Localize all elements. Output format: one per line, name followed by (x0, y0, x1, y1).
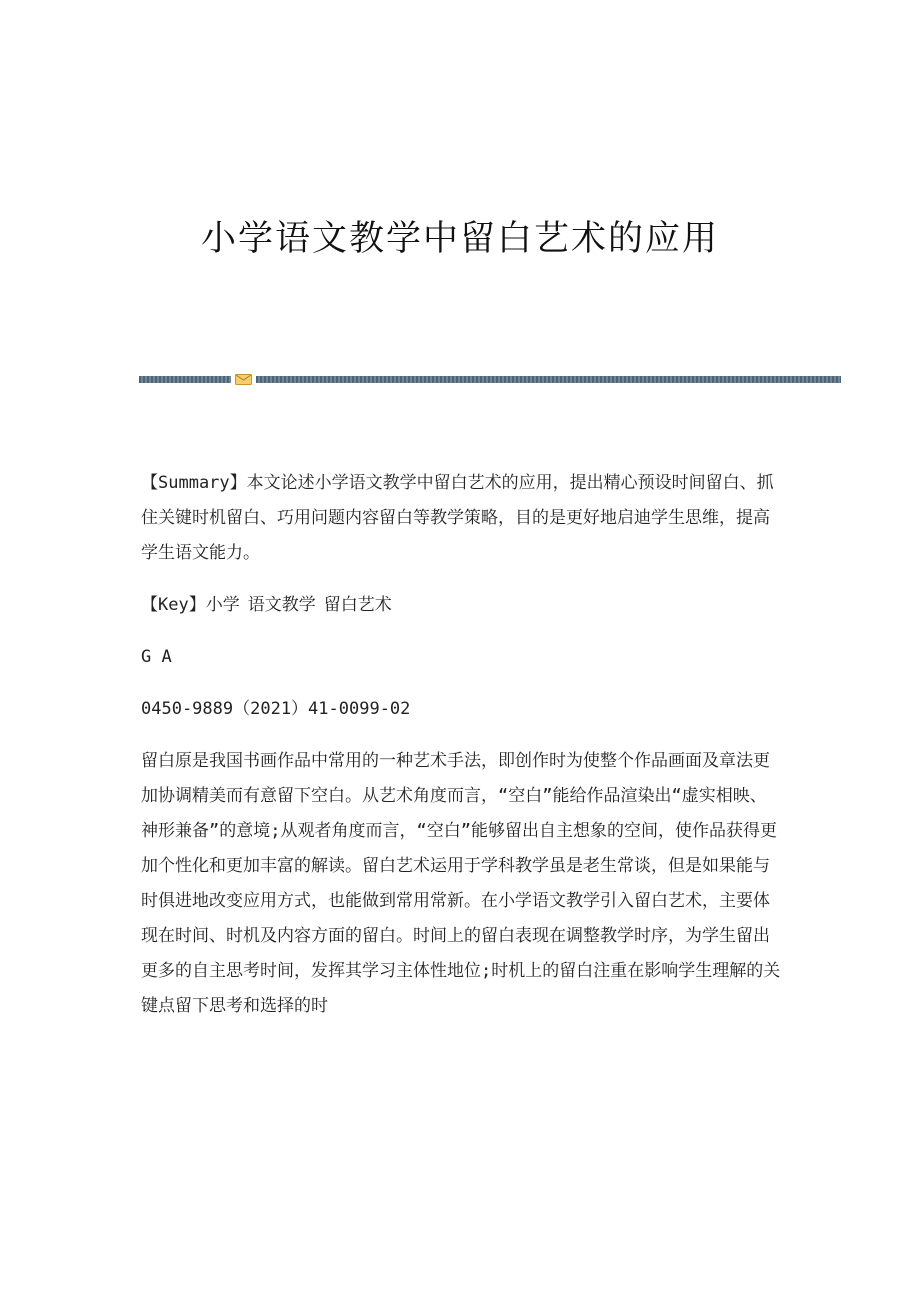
classification-line: G A (141, 647, 172, 667)
envelope-icon (235, 374, 252, 385)
divider-bar-right (256, 376, 841, 383)
body-paragraph: 留白原是我国书画作品中常用的一种艺术手法，即创作时为使整个作品画面及章法更加协调精美而有意留下空白。从艺术角度而言，“空白”能给作品渲染出“虚实相映、神形兼备”的意境;从观者角度而言，“空白”能够留出自主想象的空间，使作品获得更加个性化和更加丰富的解读。留白艺术运用于学科教学虽是老生常谈，但是如果能与时俱进地改变应用方式，也能做到常用常新。在小学语文教学引入留白艺术，主要体现在时间、时机及内容方面的留白。时间上的留白表现在调整教学时序，为学生留出更多的自主思考时间，发挥其学习主体性地位;时机上的留白注重在影响学生理解的关键点留下思考和选择的时 (141, 751, 781, 1016)
divider-bar-left (139, 376, 231, 383)
summary-label: 【Summary】 (141, 473, 247, 493)
keyword: 留白艺术 (323, 595, 392, 615)
document-body (141, 466, 781, 1024)
title-divider (139, 374, 841, 384)
summary-paragraph (141, 466, 781, 571)
keyword: 语文教学 (247, 595, 316, 615)
issn-line: 0450-9889（2021）41-0099-02 (141, 699, 411, 719)
summary-text: 本文论述小学语文教学中留白艺术的应用，提出精心预设时间留白、抓住关键时机留白、巧用问题内容留白等教学策略，目的是更好地启迪学生思维，提高学生语文能力。 (141, 473, 774, 563)
keyword: 小学 (205, 595, 240, 615)
key-label: 【Key】 (141, 595, 206, 615)
keywords-line (141, 588, 781, 623)
document-title: 小学语文教学中留白艺术的应用 (200, 219, 719, 259)
